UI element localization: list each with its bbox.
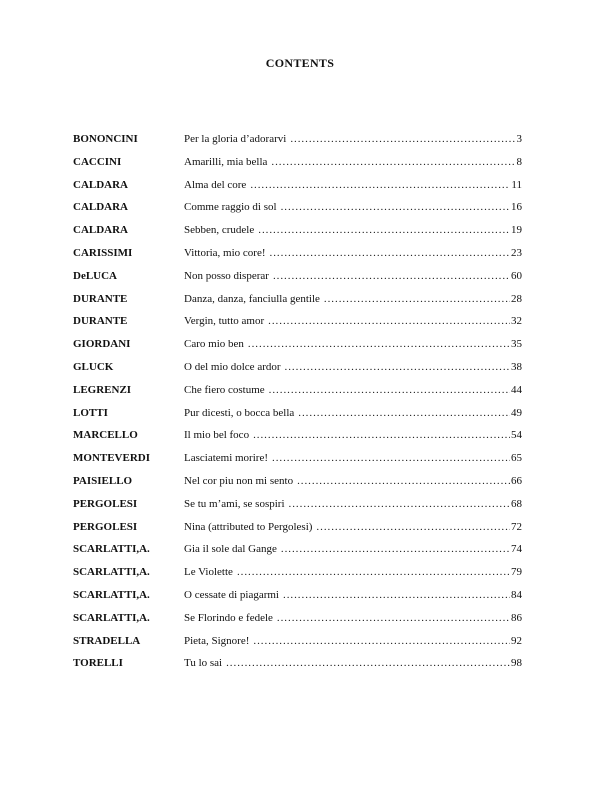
dot-leader — [270, 245, 510, 261]
composer-name: PAISIELLO — [73, 474, 133, 487]
dot-leader — [281, 199, 510, 215]
page-number: 86 — [511, 611, 522, 624]
toc-row — [0, 610, 600, 633]
song-title: Pieta, Signore! — [184, 633, 253, 649]
toc-entry — [184, 336, 522, 352]
composer-name: SCARLATTI,A. — [73, 543, 150, 556]
toc-entry — [184, 473, 522, 489]
toc-row — [0, 382, 600, 405]
toc-entry — [184, 541, 522, 557]
toc-entry — [184, 564, 522, 580]
dot-leader — [258, 222, 510, 238]
dot-leader — [285, 359, 510, 375]
song-title: Se Florindo e fedele — [184, 610, 277, 626]
song-title: Danza, danza, fanciulla gentile — [184, 291, 324, 307]
toc-entry — [184, 222, 522, 238]
composer-name: MARCELLO — [73, 429, 138, 442]
song-title: Comme raggio di sol — [184, 199, 281, 215]
dot-leader — [253, 633, 510, 649]
toc-row — [0, 199, 600, 222]
toc-row — [0, 131, 600, 154]
page-number: 38 — [511, 360, 522, 373]
toc-entry — [184, 496, 522, 512]
dot-leader — [281, 541, 510, 557]
composer-name: MONTEVERDI — [73, 452, 151, 465]
toc-row — [0, 496, 600, 519]
toc-entry — [184, 519, 522, 535]
page-number: 66 — [511, 474, 522, 487]
page-number: 60 — [511, 269, 522, 282]
table-of-contents — [0, 131, 600, 678]
page-number: 98 — [511, 657, 522, 670]
song-title: Le Violette — [184, 564, 237, 580]
toc-row — [0, 655, 600, 678]
dot-leader — [268, 313, 510, 329]
composer-name: LEGRENZI — [73, 383, 132, 396]
composer-name: DeLUCA — [73, 269, 117, 282]
page-number: 44 — [511, 383, 522, 396]
song-title: Nel cor piu non mi sento — [184, 473, 297, 489]
song-title: Il mio bel foco — [184, 427, 253, 443]
composer-name: CALDARA — [73, 201, 128, 214]
song-title: Gia il sole dal Gange — [184, 541, 281, 557]
composer-name: CALDARA — [73, 178, 128, 191]
dot-leader — [253, 427, 510, 443]
toc-entry — [184, 199, 522, 215]
song-title: Alma del core — [184, 177, 250, 193]
song-title: O cessate di piagarmi — [184, 587, 283, 603]
composer-name: SCARLATTI,A. — [73, 588, 150, 601]
toc-entry — [184, 313, 522, 329]
composer-name: BONONCINI — [73, 133, 138, 145]
dot-leader — [273, 268, 510, 284]
page-number: 28 — [511, 292, 522, 305]
toc-row — [0, 541, 600, 564]
composer-name: DURANTE — [73, 292, 128, 305]
toc-entry — [184, 587, 522, 603]
page-number: 92 — [511, 634, 522, 647]
page-number: 49 — [511, 406, 522, 419]
dot-leader — [250, 177, 510, 193]
song-title: O del mio dolce ardor — [184, 359, 285, 375]
toc-row — [0, 587, 600, 610]
toc-row — [0, 473, 600, 496]
toc-row — [0, 519, 600, 542]
page-number: 11 — [511, 178, 522, 191]
composer-name: CARISSIMI — [73, 246, 133, 259]
composer-name: TORELLI — [73, 657, 123, 670]
dot-leader — [289, 496, 510, 512]
page-number: 35 — [511, 338, 522, 351]
toc-row — [0, 154, 600, 177]
page-number: 19 — [511, 224, 522, 237]
toc-row — [0, 291, 600, 314]
song-title: Amarilli, mia bella — [184, 154, 271, 170]
toc-entry — [184, 382, 522, 398]
toc-row — [0, 222, 600, 245]
song-title: Che fiero costume — [184, 382, 269, 398]
page-number: 79 — [511, 566, 522, 579]
song-title: Se tu m’ami, se sospiri — [184, 496, 289, 512]
page-number: 32 — [511, 315, 522, 328]
toc-row — [0, 359, 600, 382]
dot-leader — [290, 131, 515, 147]
song-title: Vittoria, mio core! — [184, 245, 270, 261]
page-number: 72 — [511, 520, 522, 533]
dot-leader — [277, 610, 510, 626]
toc-entry — [184, 633, 522, 649]
toc-row — [0, 313, 600, 336]
song-title: Nina (attributed to Pergolesi) — [184, 519, 316, 535]
toc-row — [0, 633, 600, 656]
dot-leader — [297, 473, 510, 489]
song-title: Lasciatemi morire! — [184, 450, 272, 466]
toc-row — [0, 427, 600, 450]
toc-entry — [184, 610, 522, 626]
page-number: 23 — [511, 246, 522, 259]
toc-entry — [184, 131, 522, 147]
toc-row — [0, 245, 600, 268]
page-number: 16 — [511, 201, 522, 214]
toc-row — [0, 405, 600, 428]
dot-leader — [324, 291, 510, 307]
song-title: Pur dicesti, o bocca bella — [184, 405, 298, 421]
dot-leader — [283, 587, 510, 603]
song-title: Tu lo sai — [184, 655, 226, 671]
page-number: 65 — [511, 452, 522, 465]
toc-row — [0, 336, 600, 359]
toc-entry — [184, 291, 522, 307]
song-title: Caro mio ben — [184, 336, 248, 352]
dot-leader — [298, 405, 510, 421]
page-number: 74 — [511, 543, 522, 556]
toc-row — [0, 177, 600, 200]
composer-name: GIORDANI — [73, 338, 131, 351]
toc-row — [0, 268, 600, 291]
dot-leader — [269, 382, 510, 398]
dot-leader — [271, 154, 515, 170]
composer-name: STRADELLA — [73, 634, 141, 647]
composer-name: DURANTE — [73, 315, 128, 328]
toc-entry — [184, 450, 522, 466]
composer-name: CACCINI — [73, 155, 122, 168]
page-number: 3 — [516, 133, 522, 145]
page-title: CONTENTS — [265, 56, 335, 70]
page-number: 8 — [516, 155, 522, 168]
toc-entry — [184, 268, 522, 284]
page-number: 54 — [511, 429, 522, 442]
dot-leader — [226, 655, 510, 671]
dot-leader — [248, 336, 510, 352]
song-title: Per la gloria d’adorarvi — [184, 131, 290, 147]
composer-name: CALDARA — [73, 224, 128, 237]
toc-row — [0, 450, 600, 473]
composer-name: LOTTI — [73, 406, 108, 419]
composer-name: PERGOLESI — [73, 520, 138, 533]
song-title: Sebben, crudele — [184, 222, 258, 238]
song-title: Vergin, tutto amor — [184, 313, 268, 329]
dot-leader — [316, 519, 510, 535]
composer-name: SCARLATTI,A. — [73, 566, 150, 579]
composer-name: GLUCK — [73, 360, 114, 373]
page-number: 68 — [511, 497, 522, 510]
composer-name: SCARLATTI,A. — [73, 611, 150, 624]
dot-leader — [237, 564, 510, 580]
toc-entry — [184, 245, 522, 261]
song-title: Non posso disperar — [184, 268, 273, 284]
toc-entry — [184, 154, 522, 170]
toc-entry — [184, 177, 522, 193]
dot-leader — [272, 450, 510, 466]
toc-row — [0, 564, 600, 587]
page-number: 84 — [511, 588, 522, 601]
toc-entry — [184, 405, 522, 421]
toc-entry — [184, 655, 522, 671]
toc-entry — [184, 359, 522, 375]
toc-entry — [184, 427, 522, 443]
composer-name: PERGOLESI — [73, 497, 138, 510]
